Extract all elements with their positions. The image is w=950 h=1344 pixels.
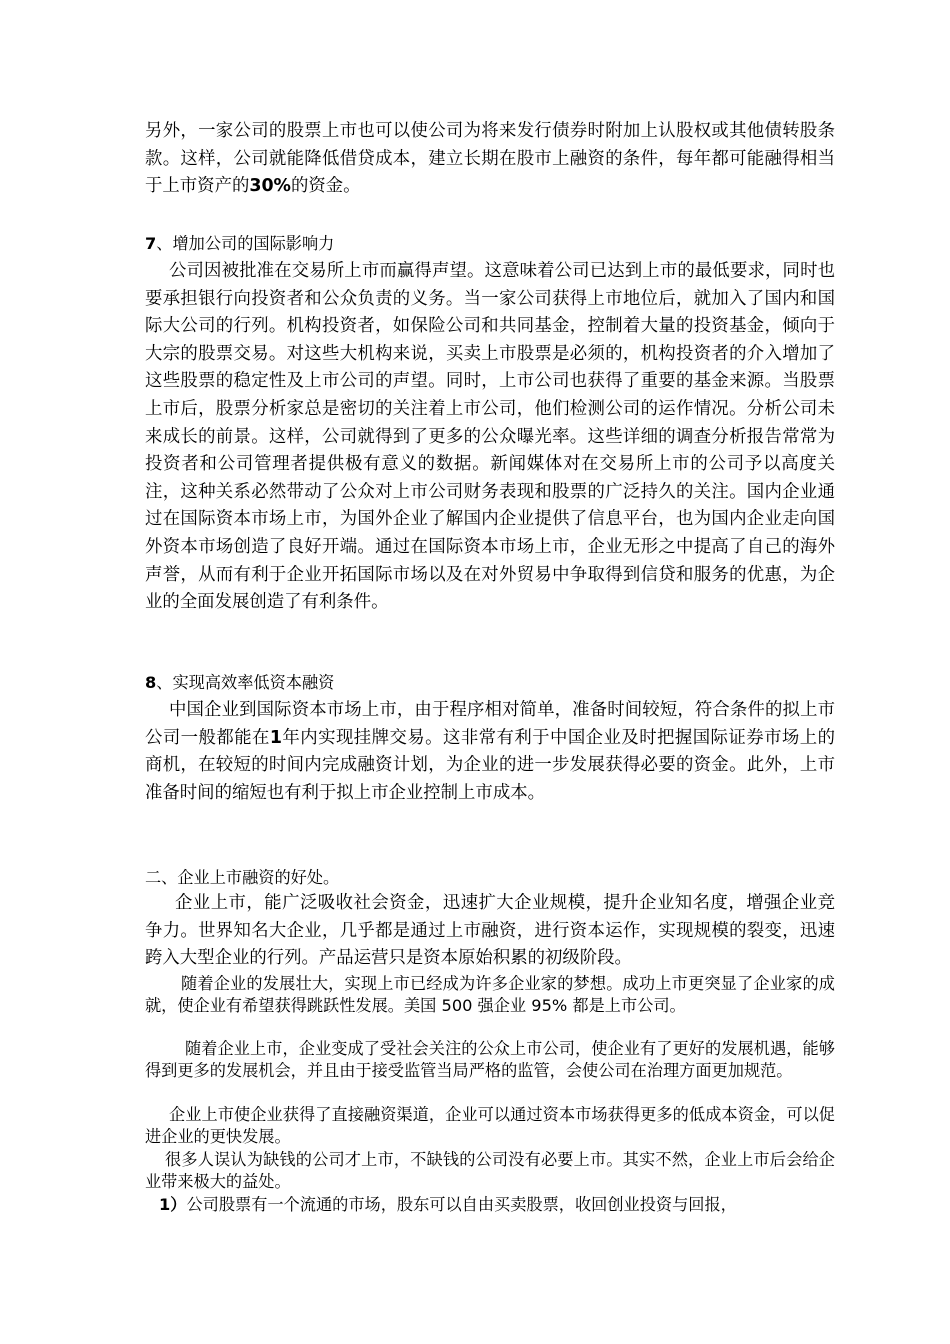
list-item-text: 公司股票有一个流通的市场，股东可以自由买卖股票，收回创业投资与回报， <box>186 1195 737 1214</box>
section2-list-item-1 <box>145 1194 835 1216</box>
section8-heading <box>145 672 835 694</box>
intro-text-end: 的资金。 <box>291 176 361 197</box>
section7-heading <box>145 233 835 255</box>
section2-paragraph-2: 随着企业的发展壮大，实现上市已经成为许多企业家的梦想。成功上市更突显了企业家的成就，使企业有希望获得跳跃性发展。美国 500 强企业 95% 都是上市公司。 <box>145 974 835 1015</box>
section7-body: 公司因被批准在交易所上市而赢得声望。这意味着公司已达到上市的最低要求，同时也要承担银行向投资者和公众负责的义务。当一家公司获得上市地位后，就加入了国内和国际大公司的行列。机构投资者，如保险公司和共同基金，控制着大量的投资基金，倾向于大宗的股票交易。对这些大机构来说，买卖上市股票是必须的，机构投资者的介入增加了这些股票的稳定性及上市公司的声望。同时，上市公司也获得了重要的基金来源。当股票上市后，股票分析家总是密切的关注着上市公司，他们检测公司的运作情况。分析公司未来成长的前景。这样，公司就得到了更多的公众曝光率。这些详细的调查分析报告常常为投资者和公司管理者提供极有意义的数据。新闻媒体对在交易所上市的公司予以高度关注，这种关系必然带动了公众对上市公司财务表现和股票的广泛持久的关注。国内企业通过在国际资本市场上市，为国外企业了解国内企业提供了信息平台，也为国内企业走向国外资本市场创造了良好开端。通过在国际资本市场上市，企业无形之中提高了自己的海外声誉，从而有利于企业开拓国际市场以及在对外贸易中争取得到信贷和服务的优惠，为企业的全面发展创造了有利条件。 <box>145 261 835 613</box>
section7-title: 、增加公司的国际影响力 <box>156 234 335 253</box>
section2-paragraph-4: 企业上市使企业获得了直接融资渠道，企业可以通过资本市场获得更多的低成本资金，可以促进企业的更快发展。 <box>145 1105 835 1146</box>
intro-paragraph <box>145 118 835 201</box>
section8-number: 8 <box>145 673 157 692</box>
section8-title: 、实现高效率低资本融资 <box>156 673 335 692</box>
list-item-number: 1） <box>159 1195 187 1214</box>
section7-number: 7 <box>145 234 157 253</box>
section2-paragraph-1: 企业上市，能广泛吸收社会资金，迅速扩大企业规模，提升企业知名度，增强企业竞争力。世界知名大企业，几乎都是通过上市融资，进行资本运作，实现规模的裂变，迅速跨入大型企业的行列。产品运营只是资本原始积累的初级阶段。 <box>145 893 835 969</box>
section8-text: 中国企业到国际资本市场上市，由于程序相对简单，准备时间较短，符合条件的拟上市公司一般都能在 <box>145 700 835 748</box>
section8-year: 1 <box>269 727 282 748</box>
section8-text-end: 年内实现挂牌交易。这非常有利于中国企业及时把握国际证券市场上的商机，在较短的时间内完成融资计划，为企业的进一步发展获得必要的资金。此外，上市准备时间的缩短也有利于拟上市企业控制上市成本。 <box>145 727 835 803</box>
section2-heading: 二、企业上市融资的好处。 <box>145 868 340 887</box>
section2-paragraph-5: 很多人误认为缺钱的公司才上市，不缺钱的公司没有必要上市。其实不然，企业上市后会给企业带来极大的益处。 <box>145 1150 835 1191</box>
intro-percent: 30% <box>249 176 291 197</box>
intro-text: 另外，一家公司的股票上市也可以使公司为将来发行债券时附加上认股权或其他债转股条款。这样，公司就能降低借贷成本，建立长期在股市上融资的条件，每年都可能融得相当于上市资产的 <box>145 121 835 197</box>
section2-paragraph-3: 随着企业上市，企业变成了受社会关注的公众上市公司，使企业有了更好的发展机遇，能够得到更多的发展机会，并且由于接受监管当局严格的监管，会使公司在治理方面更加规范。 <box>145 1039 835 1080</box>
section8-body <box>145 697 835 807</box>
